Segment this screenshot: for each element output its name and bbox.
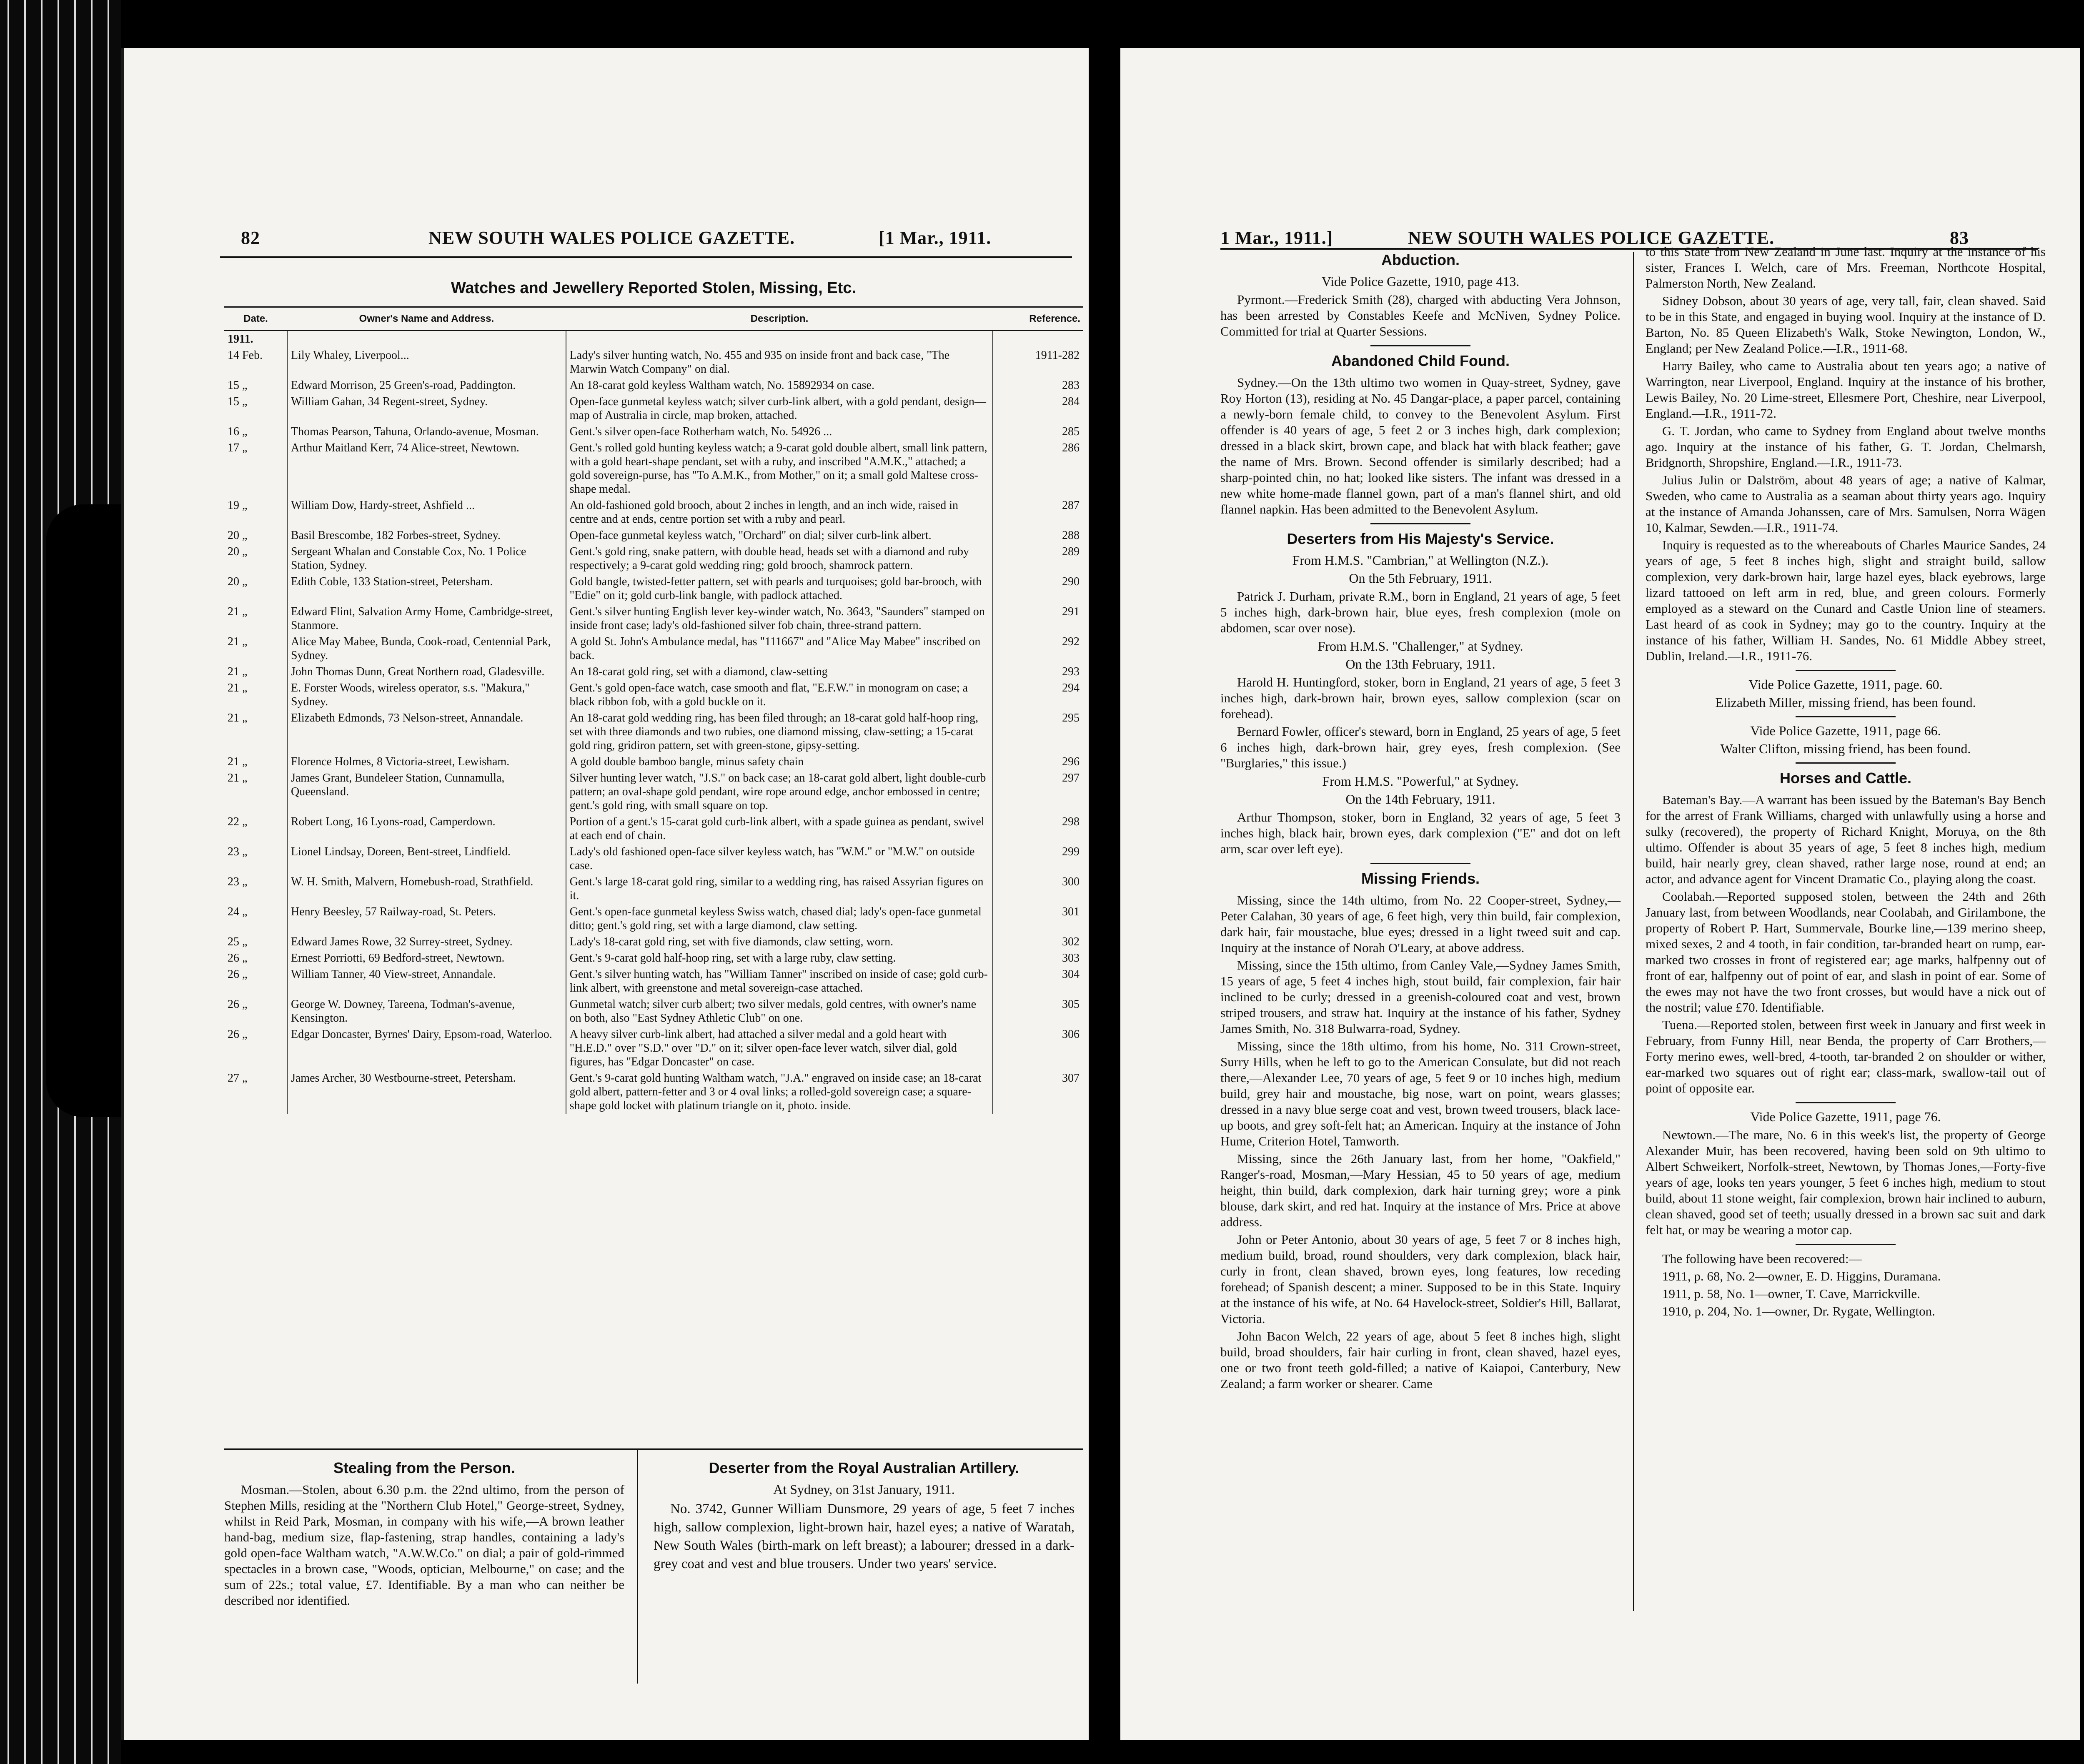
row-description: Gent.'s gold ring, snake pattern, with double head, heads set with a diamond and ruby respectively; a 9-carat gold wedding ring; gold brooch, shamrock pattern. <box>566 544 993 574</box>
missing-paragraph: to this State from New Zealand in June last. Inquiry at the instance of his sister, Frances I. Welch, care of Mrs. Freeman, Northcote Hospital, Palmerston North, New Zealand. <box>1646 244 2046 291</box>
row-reference: 291 <box>993 604 1083 634</box>
row-reference: 298 <box>993 814 1083 844</box>
row-date: 26 „ <box>228 998 248 1011</box>
deserter-raa-text <box>654 1500 1075 1573</box>
table-row <box>224 393 1083 423</box>
deserter-paragraph: Patrick J. Durham, private R.M., born in England, 21 years of age, 5 feet 5 inches high, dark-brown hair, blue eyes, fresh complexion (mole on abdomen, scar over nose). <box>1220 589 1621 635</box>
row-date: 26 „ <box>228 952 248 965</box>
blank-cell <box>993 331 1083 348</box>
row-owner: George W. Downey, Tareena, Todman's-avenue, Kensington. <box>287 996 566 1026</box>
binding-clip <box>46 504 125 1117</box>
divider <box>1370 863 1470 864</box>
stealing-section <box>224 1456 624 1610</box>
row-reference: 290 <box>993 574 1083 604</box>
row-reference: 293 <box>993 664 1083 680</box>
row-date: 21 „ <box>228 755 248 768</box>
row-description: Gent.'s gold open-face watch, case smooth and flat, "E.F.W." in monogram on case; a black ribbon fob, with a gold buckle on it. <box>566 680 993 710</box>
row-description: Gent.'s large 18-carat gold ring, similar to a wedding ring, has raised Assyrian figures on it. <box>566 874 993 904</box>
row-owner: Edward Flint, Salvation Army Home, Cambridge-street, Stanmore. <box>287 604 566 634</box>
deserters-date-1: On the 5th February, 1911. <box>1349 571 1492 586</box>
blank-cell <box>566 331 993 348</box>
table-row <box>224 497 1083 527</box>
page-number: 83 <box>1950 228 1969 248</box>
table-row <box>224 1026 1083 1070</box>
row-date: 19 „ <box>228 499 248 512</box>
table-row <box>224 634 1083 664</box>
row-owner: John Thomas Dunn, Great Northern road, Gladesville. <box>287 664 566 680</box>
row-owner: Henry Beesley, 57 Railway-road, St. Peters. <box>287 904 566 934</box>
stealing-paragraph: Mosman.—Stolen, about 6.30 p.m. the 22nd ultimo, from the person of Stephen Mills, residing at the "Northern Club Hotel," George-street, Sydney, whilst in Reid Park, Mosman, in company with his wife,—A brown leather hand-bag, medium size, flap-fastening, strap handles, containing a lady's gold open-face Waltham watch, "A.W.W.Co." on dial; a pair of gold-rimmed spectacles in a brown case, "Woods, optician, Melbourne," on case; and the sum of 22s.; total value, £7. Identifiable. By a man who can neither be described nor identified. <box>224 1482 624 1608</box>
recovered-list <box>1646 1251 2046 1319</box>
running-head-left <box>124 223 1089 252</box>
found-2: Walter Clifton, missing friend, has been found. <box>1720 741 1971 756</box>
row-owner: Edward James Rowe, 32 Surrey-street, Sydney. <box>287 934 566 950</box>
missing-paragraph: Inquiry is requested as to the whereabouts of Charles Maurice Sandes, 24 years of age, 5 feet 8 inches high, slight and straight build, sallow complexion, very dark-brown hair, large hazel eyes, black eyebrows, large lizard tattooed on left arm in red, blue, and green colours. Formerly employed as a steward on the Cunard and Castle Union line of steamers. Last heard of as cook in Sydney; may go to the country. Inquiry at the instance of his father, William H. Sandes, No. 61 Middle Abbey street, Dublin, Ireland.—I.R., 1911-76. <box>1646 538 2046 663</box>
recovered-item: 1910, p. 204, No. 1—owner, Dr. Rygate, Wellington. <box>1662 1304 1935 1318</box>
row-date: 14 Feb. <box>228 349 263 362</box>
row-date: 26 „ <box>228 1028 248 1041</box>
header-reference: Reference. <box>993 307 1083 331</box>
row-date: 24 „ <box>228 905 248 918</box>
missing-paragraph: Harry Bailey, who came to Australia about ten years ago; a native of Warrington, near Liverpool, England. Inquiry at the instance of his brother, Lewis Bailey, No. 20 Lime-street, Ellesmere Port, Cheshire, near Liverpool, England.—I.R., 1911-72. <box>1646 358 2046 421</box>
row-date: 17 „ <box>228 441 248 454</box>
table-row <box>224 604 1083 634</box>
page-number: 82 <box>241 228 260 248</box>
row-date: 21 „ <box>228 635 248 648</box>
row-owner: Edgar Doncaster, Byrnes' Dairy, Epsom-road, Waterloo. <box>287 1026 566 1070</box>
gazette-title: NEW SOUTH WALES POLICE GAZETTE. <box>428 228 795 248</box>
row-reference: 296 <box>993 754 1083 770</box>
table-row <box>224 527 1083 544</box>
watches-table <box>224 306 1083 1114</box>
missing-paragraph: Sidney Dobson, about 30 years of age, very tall, fair, clean shaved. Said to be in this State, and engaged in buying wool. Inquiry at the instance of D. Barton, No. 85 Queen Elizabeth's Walk, Stoke Newington, London, W., England; per New Zealand Police.—I.R., 1911-68. <box>1646 293 2046 356</box>
abandoned-text <box>1220 375 1621 517</box>
vide-2: Vide Police Gazette, 1911, page 66. <box>1750 723 1941 738</box>
table-row <box>224 423 1083 440</box>
row-reference: 285 <box>993 423 1083 440</box>
row-reference: 304 <box>993 966 1083 996</box>
deserter-raa-paragraph: No. 3742, Gunner William Dunsmore, 29 years of age, 5 feet 7 inches high, sallow complexion, light-brown hair, hazel eyes; a native of Waratah, New South Wales (birth-mark on left breast); a labourer; dressed in a dark-grey coat and vest and blue trousers. Under two years' service. <box>654 1501 1075 1571</box>
table-row <box>224 574 1083 604</box>
table-header-row <box>224 307 1083 331</box>
table-row <box>224 440 1083 497</box>
row-reference: 292 <box>993 634 1083 664</box>
stealing-title: Stealing from the Person. <box>333 1459 516 1476</box>
row-owner: William Tanner, 40 View-street, Annandale. <box>287 966 566 996</box>
deserters-ship-2: From H.M.S. "Challenger," at Sydney. <box>1318 639 1523 654</box>
horses-paragraph: Bateman's Bay.—A warrant has been issued by the Bateman's Bay Bench for the arrest of Frank Williams, charged with unlawfully using a horse and sulky (recovered), the property of Richard Knight, Moruya, on the 8th ultimo. Offender is about 35 years of age, 5 feet 8 inches high, medium build, hair nearly grey, clean shaved, rather large nose, round at end; an actor, and advance agent for Vincent Dramatic Co., playing along the coast. <box>1646 792 2046 886</box>
row-owner: Florence Holmes, 8 Victoria-street, Lewisham. <box>287 754 566 770</box>
right-column-1 <box>1220 248 1621 1393</box>
missing-paragraph: Julius Julin or Dalström, about 48 years of age; a native of Kalmar, Sweden, who came to Australia as a seaman about thirty years ago. Inquiry at the instance of Amanda Johanssen, care of Mrs. Samulsen, Norra Wägen 10, Kalmar, Sewden.—I.R., 1911-74. <box>1646 473 2046 535</box>
deserter-raa-subtitle: At Sydney, on 31st January, 1911. <box>773 1482 955 1497</box>
table-title: Watches and Jewellery Reported Stolen, Missing, Etc. <box>451 279 857 297</box>
right-column-2 <box>1646 244 2046 1321</box>
deserter-paragraph: Bernard Fowler, officer's steward, born in England, 25 years of age, 5 feet 6 inches high, dark-brown hair, grey eyes, fresh complexion. (See "Burglaries," this issue.) <box>1220 724 1621 770</box>
table-row <box>224 1070 1083 1114</box>
divider <box>1370 345 1470 346</box>
book-gutter <box>1089 0 1120 1764</box>
row-date: 20 „ <box>228 545 248 558</box>
deserters-text-3 <box>1220 809 1621 857</box>
table-row <box>224 347 1083 377</box>
header-owner: Owner's Name and Address. <box>287 307 566 331</box>
row-date: 16 „ <box>228 425 248 438</box>
row-date: 23 „ <box>228 845 248 858</box>
row-reference: 297 <box>993 770 1083 814</box>
row-owner: William Gahan, 34 Regent-street, Sydney. <box>287 393 566 423</box>
horses-paragraph: Tuena.—Reported stolen, between first week in January and first week in February, from Funny Hill, near Benda, the property of Carr Brothers,—Forty merino ewes, well-bred, 4-tooth, tar-branded 2 on shoulder or wither, ear-marked two squares out of right ear; class-mark, swallow-tail out of point of opposite ear. <box>1646 1017 2046 1095</box>
row-description: Portion of a gent.'s 15-carat gold curb-link albert, with a spade guinea as pendant, swivel at each end of chain. <box>566 814 993 844</box>
row-description: An 18-carat gold wedding ring, has been filed through; an 18-carat gold half-hoop ring, set with three diamonds and two rubies, one diamond missing, claw-setting; a 15-carat gold ring, gridiron pattern, set with green-stone, gipsy-setting. <box>566 710 993 754</box>
table-row <box>224 664 1083 680</box>
recovered-item: 1911, p. 68, No. 2—owner, E. D. Higgins, Duramana. <box>1662 1269 1941 1283</box>
row-description: A gold double bamboo bangle, minus safety chain <box>566 754 993 770</box>
table-row <box>224 966 1083 996</box>
divider <box>1796 1244 1896 1245</box>
row-owner: Elizabeth Edmonds, 73 Nelson-street, Annandale. <box>287 710 566 754</box>
divider <box>1796 716 1896 717</box>
row-date: 25 „ <box>228 935 248 948</box>
abduction-text <box>1220 292 1621 339</box>
row-description: Lady's silver hunting watch, No. 455 and 935 on inside front and back case, "The Marwin Watch Company" on dial. <box>566 347 993 377</box>
gazette-title: NEW SOUTH WALES POLICE GAZETTE. <box>1408 228 1775 248</box>
abandoned-title: Abandoned Child Found. <box>1331 352 1510 369</box>
deserters-date-2: On the 13th February, 1911. <box>1345 656 1495 672</box>
row-date: 20 „ <box>228 575 248 588</box>
table-row <box>224 904 1083 934</box>
deserter-paragraph: Arthur Thompson, stoker, born in England, 32 years of age, 5 feet 3 inches high, black hair, brown eyes, dark complexion ("E" and dot on left arm, scar over left eye). <box>1220 810 1621 856</box>
divider <box>1796 670 1896 671</box>
row-date: 22 „ <box>228 815 248 828</box>
row-owner: Lionel Lindsay, Doreen, Bent-street, Lindfield. <box>287 844 566 874</box>
row-description: Lady's 18-carat gold ring, set with five diamonds, claw setting, worn. <box>566 934 993 950</box>
abandoned-paragraph: Sydney.—On the 13th ultimo two women in Quay-street, Sydney, gave Roy Horton (13), residing at No. 45 Dangar-place, a paper parcel, containing a newly-born female child, to convey to the Benevolent Asylum. First offender is 40 years of age, 5 feet 2 or 3 inches high, dark complexion; dressed in a black skirt, brown cape, and black hat with black feather; gave the name of Mrs. Brown. Second offender is similarly described; had a sharp-pointed chin, no hat; looked like sisters. The infant was dressed in a new white home-made flannel gown, part of a man's flannel shirt, and old flannel napkin. Has been admitted to the Benevolent Asylum. <box>1220 375 1621 516</box>
missing-paragraph: G. T. Jordan, who came to Sydney from England about twelve months ago. Inquiry at the instance of his father, G. T. Jordan, Chelmarsh, Bridgnorth, Shropshire, England.—I.R., 1911-73. <box>1646 423 2046 470</box>
missing-paragraph: Missing, since the 14th ultimo, from No. 22 Cooper-street, Sydney,—Peter Calahan, 30 years of age, 6 feet high, very thin build, fair complexion, dark hair, fair moustache, blue eyes; dressed in a light tweed suit and cap. Inquiry at the instance of Norah O'Leary, at above address. <box>1220 893 1621 955</box>
row-description: An old-fashioned gold brooch, about 2 inches in length, and an inch wide, raised in centre and at ends, centre portion set with a ruby and pearl. <box>566 497 993 527</box>
row-reference: 301 <box>993 904 1083 934</box>
row-reference: 288 <box>993 527 1083 544</box>
row-owner: Edith Coble, 133 Station-street, Petersham. <box>287 574 566 604</box>
issue-date: [1 Mar., 1911. <box>879 228 992 248</box>
table-row <box>224 544 1083 574</box>
horses-title: Horses and Cattle. <box>1779 769 1912 787</box>
row-reference: 287 <box>993 497 1083 527</box>
row-reference: 295 <box>993 710 1083 754</box>
row-date: 23 „ <box>228 875 248 888</box>
row-date: 15 „ <box>228 379 248 392</box>
row-reference: 299 <box>993 844 1083 874</box>
deserter-paragraph: Harold H. Huntingford, stoker, born in England, 21 years of age, 5 feet 3 inches high, dark-brown hair, brown eyes, sallow complexion (scar on forehead). <box>1220 675 1621 721</box>
row-date: 26 „ <box>228 968 248 981</box>
row-description: Open-face gunmetal keyless watch, "Orchard" on dial; silver curb-link albert. <box>566 527 993 544</box>
table-row <box>224 996 1083 1026</box>
horses-text-2 <box>1646 1127 2046 1238</box>
divider <box>1796 1102 1896 1103</box>
table-row <box>224 754 1083 770</box>
head-rule <box>220 256 1072 258</box>
row-description: An 18-carat gold keyless Waltham watch, No. 15892934 on case. <box>566 377 993 393</box>
row-date: 21 „ <box>228 605 248 618</box>
vide-1: Vide Police Gazette, 1911, page. 60. <box>1748 677 1943 692</box>
missing-title: Missing Friends. <box>1361 870 1480 887</box>
row-reference: 289 <box>993 544 1083 574</box>
row-reference: 284 <box>993 393 1083 423</box>
issue-date: 1 Mar., 1911.] <box>1220 228 1333 248</box>
table-row <box>224 844 1083 874</box>
row-reference: 286 <box>993 440 1083 497</box>
missing-text <box>1220 892 1621 1392</box>
abduction-title: Abduction. <box>1381 251 1460 268</box>
deserters-ship-3: From H.M.S. "Powerful," at Sydney. <box>1322 774 1519 789</box>
row-owner: Lily Whaley, Liverpool... <box>287 347 566 377</box>
abduction-vide: Vide Police Gazette, 1910, page 413. <box>1321 274 1520 289</box>
row-reference: 1911-282 <box>993 347 1083 377</box>
table-row <box>224 377 1083 393</box>
row-reference: 302 <box>993 934 1083 950</box>
row-owner: W. H. Smith, Malvern, Homebush-road, Strathfield. <box>287 874 566 904</box>
missing-paragraph: Missing, since the 15th ultimo, from Canley Vale,—Sydney James Smith, 15 years of age, 5 feet 4 inches high, stout build, fair complexion, fair hair inclined to be curly; dressed in a greenish-coloured coat and vest, brown striped trousers, and straw hat. Inquiry at the instance of his father, Sydney James Smith, No. 318 Bulwarra-road, Sydney. <box>1220 958 1621 1036</box>
recovered-item: 1911, p. 58, No. 1—owner, T. Cave, Marrickville. <box>1662 1286 1920 1301</box>
row-date: 15 „ <box>228 395 248 408</box>
row-reference: 305 <box>993 996 1083 1026</box>
divider <box>1370 523 1470 524</box>
table-row <box>224 934 1083 950</box>
row-description: An 18-carat gold ring, set with a diamond, claw-setting <box>566 664 993 680</box>
row-description: Gent.'s 9-carat gold hunting Waltham watch, "J.A." engraved on inside case; an 18-carat gold albert, pattern-fetter and 3 or 4 oval links; a rolled-gold sovereign case; a square-shape gold locket with platinum triangle on it, photo. inside. <box>566 1070 993 1114</box>
table-row <box>224 814 1083 844</box>
header-date: Date. <box>224 307 287 331</box>
missing-paragraph: John or Peter Antonio, about 30 years of age, 5 feet 7 or 8 inches high, medium build, broad, round shoulders, very dark complexion, black hair, curly in front, clean shaved, brown eyes, long features, low receding forehead; of Spanish descent; a miner. Supposed to be in this State. Inquiry at the instance of his wife, at No. 64 Havelock-street, Soldier's Hill, Ballarat, Victoria. <box>1220 1232 1621 1326</box>
year-label: 1911. <box>228 333 253 346</box>
blank-cell <box>287 331 566 348</box>
row-owner: James Grant, Bundeleer Station, Cunnamulla, Queensland. <box>287 770 566 814</box>
stealing-text <box>224 1482 624 1609</box>
table-row <box>224 710 1083 754</box>
recovered-intro: The following have been recovered:— <box>1662 1251 1862 1266</box>
deserter-raa-title: Deserter from the Royal Australian Artillery. <box>709 1459 1019 1476</box>
year-row <box>224 331 1083 348</box>
right-page <box>1120 48 2080 1740</box>
missing-paragraph: Missing, since the 18th ultimo, from his home, No. 311 Crown-street, Surry Hills, when he left to go to the American Consulate, but did not reach there,—Alexander Lee, 70 years of age, 5 feet 9 or 10 inches high, medium build, grey hair and moustache, big nose, wart on point, wears glasses; dressed in a navy blue serge coat and vest, brown tweed trousers, black lace-up boots, and grey soft-felt hat; an American. Inquiry at the instance of John Hume, Criterion Hotel, Tamworth. <box>1220 1039 1621 1148</box>
row-date: 27 „ <box>228 1072 248 1085</box>
row-date: 21 „ <box>228 712 248 724</box>
horses-paragraph: Newtown.—The mare, No. 6 in this week's list, the property of George Alexander Muir, has been recovered, having been sold on 9th ultimo to Albert Schweikert, Norfolk-street, Newtown, by Thomas Jones,—Forty-five years of age, looks ten years younger, 5 feet 6 inches high, medium to stout build, about 11 stone weight, fair complexion, brown hair inclined to auburn, clean shaved, good set of teeth; usually dressed in a brown sac suit and dark felt hat, or may be wearing a motor cap. <box>1646 1128 2046 1237</box>
missing-paragraph: John Bacon Welch, 22 years of age, about 5 feet 8 inches high, slight build, broad shoulders, fair hair curling in front, clean shaved, hazel eyes, one or two front teeth gold-filled; a native of Kaiapoi, Canterbury, New Zealand; a farm worker or shearer. Came <box>1220 1329 1621 1391</box>
row-owner: Basil Brescombe, 182 Forbes-street, Sydney. <box>287 527 566 544</box>
row-description: Gent.'s 9-carat gold half-hoop ring, set with a large ruby, claw setting. <box>566 950 993 966</box>
row-reference: 300 <box>993 874 1083 904</box>
row-owner: Thomas Pearson, Tahuna, Orlando-avenue, Mosman. <box>287 423 566 440</box>
row-reference: 306 <box>993 1026 1083 1070</box>
table-row <box>224 680 1083 710</box>
vide-3: Vide Police Gazette, 1911, page 76. <box>1750 1109 1941 1124</box>
header-description: Description. <box>566 307 993 331</box>
row-owner: Robert Long, 16 Lyons-road, Camperdown. <box>287 814 566 844</box>
row-owner: Arthur Maitland Kerr, 74 Alice-street, Newtown. <box>287 440 566 497</box>
missing-continued <box>1646 244 2046 664</box>
row-description: Lady's old fashioned open-face silver keyless watch, has "W.M." or "M.W." on outside case. <box>566 844 993 874</box>
row-date: 20 „ <box>228 529 248 542</box>
deserters-text-2 <box>1220 674 1621 771</box>
deserters-ship-1: From H.M.S. "Cambrian," at Wellington (N.Z.). <box>1292 553 1549 568</box>
row-description: Silver hunting lever watch, "J.S." on back case; an 18-carat gold albert, light double-curb pattern; an oval-shape gold pendant, wire rope around edge, anchor embossed in centre; gent.'s gold ring, with small square on top. <box>566 770 993 814</box>
missing-paragraph: Missing, since the 26th January last, from her home, "Oakfield," Ranger's-road, Mosman,—Mary Hessian, 45 to 50 years of age, medium height, thin build, dark complexion, dark hair turning grey; wore a pink blouse, dark skirt, and red hat. Inquiry at the instance of Mrs. Price at above address. <box>1220 1151 1621 1229</box>
found-1: Elizabeth Miller, missing friend, has been found. <box>1715 695 1976 710</box>
abduction-paragraph: Pyrmont.—Frederick Smith (28), charged with abducting Vera Johnson, has been arrested by Constables Keefe and McNiven, Sydney Police. Committed for trial at Quarter Sessions. <box>1220 292 1621 338</box>
horses-text <box>1646 792 2046 1096</box>
row-date: 21 „ <box>228 772 248 784</box>
row-owner: Ernest Porriotti, 69 Bedford-street, Newtown. <box>287 950 566 966</box>
row-description: Gent.'s silver hunting English lever key-winder watch, No. 3643, "Saunders" stamped on inside front case; lady's old-fashioned silver fob chain, three-strand pattern. <box>566 604 993 634</box>
deserter-raa-section <box>654 1456 1075 1575</box>
column-divider <box>637 1450 638 1684</box>
column-divider <box>1633 252 1634 1611</box>
row-description: Gold bangle, twisted-fetter pattern, set with pearls and turquoises; gold bar-brooch, with "Edie" on it; gold curb-link bangle, with padlock attached. <box>566 574 993 604</box>
row-description: Gent.'s silver hunting watch, has "William Tanner" inscribed on inside of case; gold curb-link albert, with greenstone and metal sovereign-case attached. <box>566 966 993 996</box>
row-reference: 303 <box>993 950 1083 966</box>
bottom-sections <box>224 1448 1083 1608</box>
row-reference: 294 <box>993 680 1083 710</box>
row-owner: Alice May Mabee, Bunda, Cook-road, Centennial Park, Sydney. <box>287 634 566 664</box>
deserters-title: Deserters from His Majesty's Service. <box>1287 530 1554 547</box>
row-owner: E. Forster Woods, wireless operator, s.s. "Makura," Sydney. <box>287 680 566 710</box>
row-description: Gent.'s silver open-face Rotherham watch, No. 54926 ... <box>566 423 993 440</box>
row-reference: 307 <box>993 1070 1083 1114</box>
row-description: Open-face gunmetal keyless watch; silver curb-link albert, with a gold pendant, design—map of Australia in circle, map broken, attached. <box>566 393 993 423</box>
row-date: 21 „ <box>228 665 248 678</box>
row-description: Gunmetal watch; silver curb albert; two silver medals, gold centres, with owner's name on both, also "East Sydney Athletic Club" on one. <box>566 996 993 1026</box>
row-owner: William Dow, Hardy-street, Ashfield ... <box>287 497 566 527</box>
table-row <box>224 770 1083 814</box>
row-description: Gent.'s open-face gunmetal keyless Swiss watch, chased dial; lady's open-face gunmetal ditto; gent.'s gold ring, set with a large diamond, claw setting. <box>566 904 993 934</box>
row-description: Gent.'s rolled gold hunting keyless watch; a 9-carat gold double albert, small link pattern, with a gold heart-shape pendant, set with a ruby, and inscribed "A.M.K.," attached; a gold sovereign-purse, has "To A.M.K., from Mother," on it; a small gold Maltese cross-shape medal. <box>566 440 993 497</box>
horses-paragraph: Coolabah.—Reported supposed stolen, between the 24th and 26th January last, from between Woodlands, near Coolabah, and Girilambone, the property of Robert P. Hart, Summervale, Bourke line,—139 merino sheep, mixed sexes, 2 and 4 tooth, in fair condition, tar-branded heart on rump, ear-marked two crosses in front of registered ear; age marks, halfpenny out of front of ear, halfpenny out of point of ear, and slash in point of ear. Some of the ewes may not have the two front crosses, but would have a nick out of the nostril; value £70. Identifiable. <box>1646 889 2046 1015</box>
left-page <box>121 48 1089 1740</box>
deserters-date-3: On the 14th February, 1911. <box>1345 792 1495 807</box>
divider <box>1796 762 1896 764</box>
table-row <box>224 874 1083 904</box>
row-owner: Edward Morrison, 25 Green's-road, Paddington. <box>287 377 566 393</box>
deserters-text-1 <box>1220 589 1621 636</box>
row-description: A gold St. John's Ambulance medal, has "111667" and "Alice May Mabee" inscribed on back. <box>566 634 993 664</box>
row-description: A heavy silver curb-link albert, had attached a silver medal and a gold heart with "H.E.D." over "S.D." over "D." on it; silver open-face lever watch, silver dial, gold figures, has "Edgar Doncaster" on case. <box>566 1026 993 1070</box>
row-date: 21 „ <box>228 682 248 694</box>
table-row <box>224 950 1083 966</box>
row-owner: Sergeant Whalan and Constable Cox, No. 1 Police Station, Sydney. <box>287 544 566 574</box>
row-owner: James Archer, 30 Westbourne-street, Petersham. <box>287 1070 566 1114</box>
row-reference: 283 <box>993 377 1083 393</box>
